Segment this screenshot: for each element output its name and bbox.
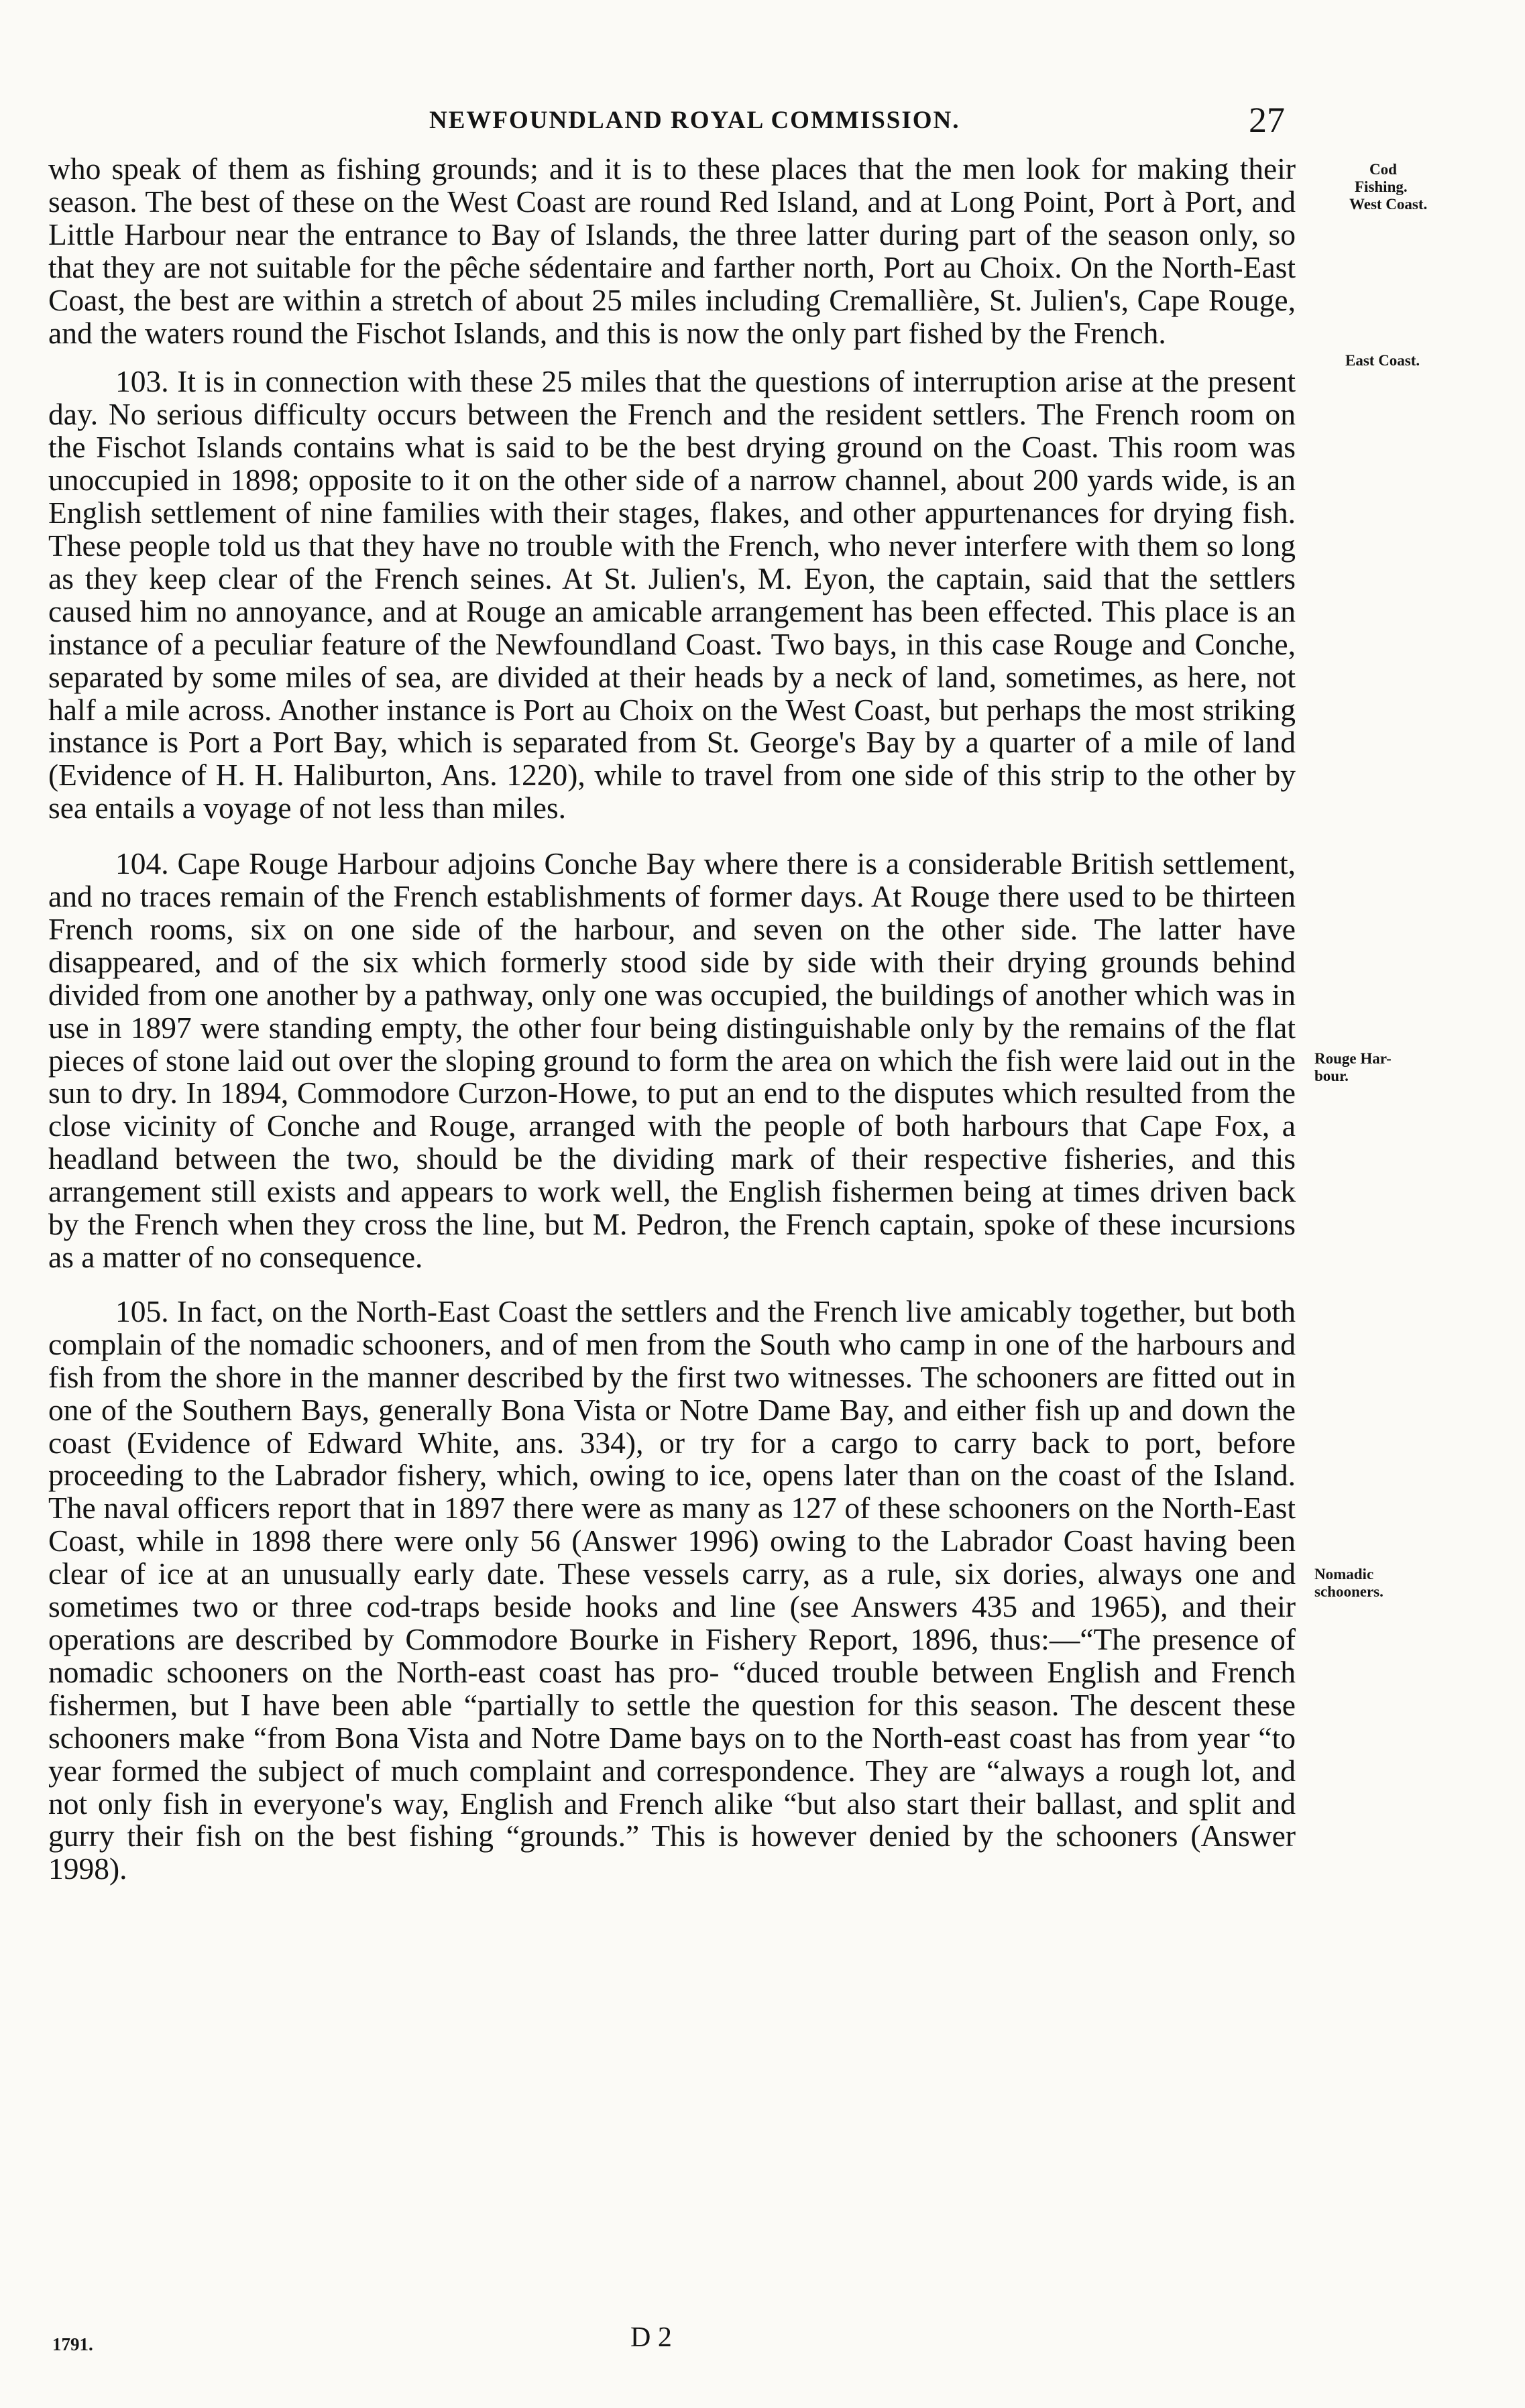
margin-note-line: Cod — [1369, 161, 1397, 178]
margin-note-line: bour. — [1314, 1068, 1349, 1084]
paragraph-104: 104. Cape Rouge Harbour adjoins Conche Bay where there is a considerable British settlement, and no traces remain of the French establishments of former days. At Rouge there used to be thirteen French rooms, six on one side of the harbour, and seven on the other side. The latter have disappeared, and of the six which formerly stood side by side with their drying grounds behind divided from one another by a pathway, only one was occupied, the buildings of another which was in use in 1897 were standing empty, the other four being distinguishable only by the remains of the flat pieces of stone laid out over the sloping ground to form the area on which the fish were laid out in the sun to dry. In 1894, Commodore Curzon-Howe, to put an end to the disputes which resulted from the close vicinity of Conche and Rouge, arranged with the people of both harbours that Cape Fox, a headland between the two, should be the dividing mark of their respective fisheries, and this arrangement still exists and appears to work well, the English fishermen being at times driven back by the French when they cross the line, but M. Pedron, the French captain, spoke of these incursions as a matter of no consequence. — [48, 846, 1296, 1274]
body-column — [48, 153, 1296, 1886]
margin-note-line: schooners. — [1314, 1583, 1383, 1600]
page-number: 27 — [1249, 100, 1285, 140]
margin-note-nomadic-schooners — [1314, 1566, 1383, 1601]
margin-note-line: East Coast. — [1345, 352, 1420, 369]
running-title: NEWFOUNDLAND ROYAL COMMISSION. — [429, 107, 960, 134]
signature-mark: D 2 — [630, 2322, 672, 2353]
margin-note-line: Nomadic — [1314, 1566, 1374, 1583]
margin-note-line: Fishing. — [1355, 178, 1408, 195]
margin-note-rouge-harbour — [1314, 1050, 1392, 1085]
margin-note-cod-fishing — [1349, 161, 1427, 213]
print-mark: 1791. — [52, 2334, 93, 2354]
margin-note-line: West Coast. — [1349, 196, 1428, 213]
paragraph-105: 105. In fact, on the North-East Coast the settlers and the French live amicably together, but both complain of the nomadic schooners, and of men from the South who camp in one of the harbours and fish from the shore in the manner described by the first two witnesses. The schooners are fitted out in one of the Southern Bays, generally Bona Vista or Notre Dame Bay, and either fish up and down the coast (Evidence of Edward White, ans. 334), or try for a cargo to carry back to port, before proceeding to the Labrador fishery, which, owing to ice, opens later than on the coast of the Island. The naval officers report that in 1897 there were as many as 127 of these schooners on the North-East Coast, while in 1898 there were only 56 (Answer 1996) owing to the Labrador Coast having been clear of ice at an unusually early date. These vessels carry, as a rule, six dories, always one and sometimes two or three cod-traps beside hooks and line (see Answers 435 and 1965), and their operations are described by Commodore Bourke in Fishery Report, 1896, thus:—“The presence of nomadic schooners on the North-east coast has pro- “duced trouble between English and French fishermen, but I have been able “partially to settle the question for this season. The descent these schooners make “from Bona Vista and Notre Dame bays on to the North-east coast has from year “to year formed the subject of much complaint and correspondence. They are “always a rough lot, and not only fish in everyone's way, English and French alike “but also start their ballast, and split and gurry their fish on the best fishing “grounds.” This is however denied by the schooners (Answer 1998). — [48, 1294, 1296, 1886]
margin-note-line: Rouge Har- — [1314, 1050, 1392, 1067]
margin-note-east-coast — [1345, 352, 1420, 369]
paragraph-103: 103. It is in connection with these 25 miles that the questions of interruption arise at the present day. No serious difficulty occurs between the French and the resident settlers. The French room on the Fischot Islands contains what is said to be the best drying ground on the Coast. This room was unoccupied in 1898; opposite to it on the other side of a narrow channel, about 200 yards wide, is an English settlement of nine families with their stages, flakes, and other appurtenances for drying fish. These people told us that they have no trouble with the French, who never interfere with them so long as they keep clear of the French seines. At St. Julien's, M. Eyon, the captain, said that the settlers caused him no annoyance, and at Rouge an amicable arrangement has been effected. This place is an instance of a peculiar feature of the Newfoundland Coast. Two bays, in this case Rouge and Conche, separated by some miles of sea, are divided at their heads by a neck of land, sometimes, as here, not half a mile across. Another instance is Port au Choix on the West Coast, but perhaps the most striking instance is Port a Port Bay, which is separated from St. George's Bay by a quarter of a mile of land (Evidence of H. H. Haliburton, Ans. 1220), while to travel from one side of this strip to the other by sea entails a voyage of not less than miles. — [48, 364, 1296, 825]
paragraph-intro: who speak of them as fishing grounds; and it is to these places that the men look for making their season. The best of these on the West Coast are round Red Island, and at Long Point, Port à Port, and Little Harbour near the entrance to Bay of Islands, the three latter during part of the season only, so that they are not suitable for the pêche sédentaire and farther north, Port au Choix. On the North-East Coast, the best are within a stretch of about 25 miles including Cremallière, St. Julien's, Cape Rouge, and the waters round the Fischot Islands, and this is now the only part fished by the French. — [48, 152, 1296, 350]
page-header — [0, 99, 1525, 146]
